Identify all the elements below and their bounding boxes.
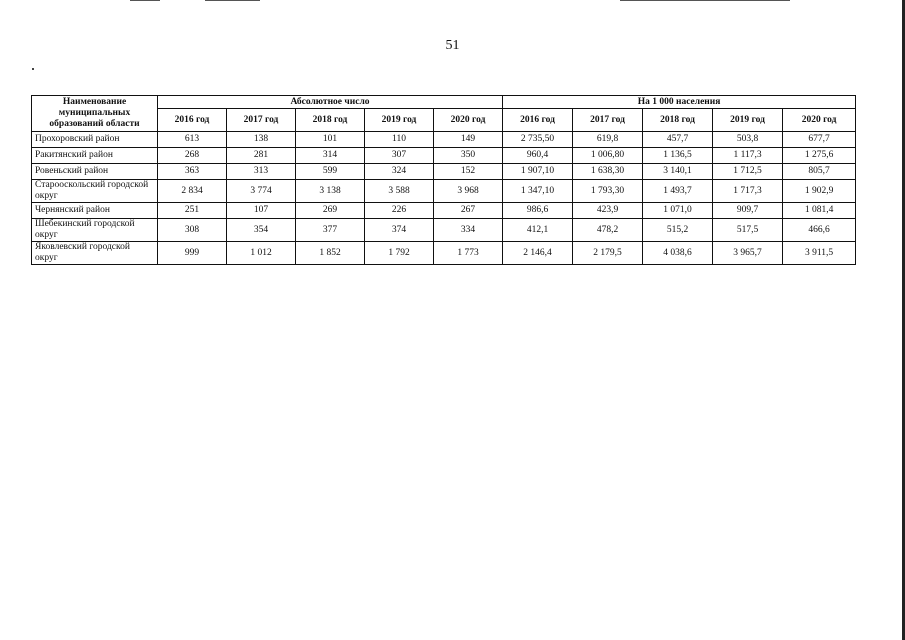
year-header-abs: 2017 год <box>227 109 296 132</box>
per-1000-value-cell: 2 179,5 <box>573 242 643 265</box>
absolute-value-cell: 324 <box>365 164 434 180</box>
per-1000-value-cell: 1 006,80 <box>573 148 643 164</box>
absolute-value-cell: 110 <box>365 132 434 148</box>
absolute-value-cell: 350 <box>434 148 503 164</box>
per-1000-value-cell: 412,1 <box>503 219 573 242</box>
page-number: 51 <box>445 38 460 53</box>
per-1000-value-cell: 1 638,30 <box>573 164 643 180</box>
absolute-value-cell: 377 <box>296 219 365 242</box>
per-1000-value-cell: 423,9 <box>573 203 643 219</box>
table-body <box>32 132 856 265</box>
per-1000-value-cell: 619,8 <box>573 132 643 148</box>
absolute-value-cell: 107 <box>227 203 296 219</box>
year-header-per: 2016 год <box>503 109 573 132</box>
absolute-value-cell: 334 <box>434 219 503 242</box>
year-header-per: 2019 год <box>713 109 783 132</box>
per-1000-value-cell: 517,5 <box>713 219 783 242</box>
absolute-value-cell: 354 <box>227 219 296 242</box>
municipality-name-cell: Ровеньский район <box>32 164 158 180</box>
header-row-groups <box>32 96 856 109</box>
municipality-name-cell: Шебекинский городской округ <box>32 219 158 242</box>
table-row <box>32 242 856 265</box>
name-column-header: Наименование муниципальных образований области <box>32 96 158 132</box>
year-header-per: 2017 год <box>573 109 643 132</box>
municipality-name-cell: Старооскольский городской округ <box>32 180 158 203</box>
per-1000-value-cell: 1 712,5 <box>713 164 783 180</box>
absolute-value-cell: 267 <box>434 203 503 219</box>
scan-speck <box>32 68 34 70</box>
absolute-value-cell: 307 <box>365 148 434 164</box>
scan-mark <box>130 0 160 1</box>
per-1000-value-cell: 4 038,6 <box>643 242 713 265</box>
per-1000-value-cell: 503,8 <box>713 132 783 148</box>
per-1000-value-cell: 515,2 <box>643 219 713 242</box>
per-1000-value-cell: 1 717,3 <box>713 180 783 203</box>
per-1000-value-cell: 1 347,10 <box>503 180 573 203</box>
absolute-value-cell: 1 792 <box>365 242 434 265</box>
per-1000-value-cell: 3 140,1 <box>643 164 713 180</box>
per-1000-value-cell: 986,6 <box>503 203 573 219</box>
absolute-value-cell: 149 <box>434 132 503 148</box>
per-1000-value-cell: 1 493,7 <box>643 180 713 203</box>
table-row <box>32 219 856 242</box>
absolute-value-cell: 281 <box>227 148 296 164</box>
absolute-value-cell: 313 <box>227 164 296 180</box>
per-1000-value-cell: 960,4 <box>503 148 573 164</box>
absolute-value-cell: 3 774 <box>227 180 296 203</box>
per-1000-value-cell: 457,7 <box>643 132 713 148</box>
absolute-value-cell: 3 588 <box>365 180 434 203</box>
year-header-per: 2018 год <box>643 109 713 132</box>
absolute-value-cell: 999 <box>158 242 227 265</box>
absolute-value-cell: 613 <box>158 132 227 148</box>
absolute-value-cell: 1 773 <box>434 242 503 265</box>
per-1000-value-cell: 466,6 <box>783 219 856 242</box>
year-header-abs: 2020 год <box>434 109 503 132</box>
absolute-value-cell: 101 <box>296 132 365 148</box>
year-header-abs: 2019 год <box>365 109 434 132</box>
year-header-abs: 2016 год <box>158 109 227 132</box>
absolute-value-cell: 314 <box>296 148 365 164</box>
per-1000-value-cell: 2 146,4 <box>503 242 573 265</box>
table-row <box>32 180 856 203</box>
scan-mark <box>620 0 790 1</box>
table-row <box>32 132 856 148</box>
per-1000-value-cell: 1 081,4 <box>783 203 856 219</box>
municipality-name-cell: Прохоровский район <box>32 132 158 148</box>
per-1000-value-cell: 1 136,5 <box>643 148 713 164</box>
per-1000-value-cell: 909,7 <box>713 203 783 219</box>
per-1000-value-cell: 478,2 <box>573 219 643 242</box>
absolute-value-cell: 138 <box>227 132 296 148</box>
absolute-value-cell: 2 834 <box>158 180 227 203</box>
absolute-value-cell: 226 <box>365 203 434 219</box>
per-1000-value-cell: 1 117,3 <box>713 148 783 164</box>
absolute-value-cell: 1 012 <box>227 242 296 265</box>
per-1000-value-cell: 3 965,7 <box>713 242 783 265</box>
absolute-value-cell: 599 <box>296 164 365 180</box>
absolute-value-cell: 3 968 <box>434 180 503 203</box>
table-row <box>32 203 856 219</box>
municipality-name-cell: Ракитянский район <box>32 148 158 164</box>
absolute-value-cell: 269 <box>296 203 365 219</box>
absolute-value-cell: 251 <box>158 203 227 219</box>
per-1000-value-cell: 677,7 <box>783 132 856 148</box>
absolute-value-cell: 308 <box>158 219 227 242</box>
absolute-value-cell: 152 <box>434 164 503 180</box>
municipality-name-cell: Чернянский район <box>32 203 158 219</box>
year-header-abs: 2018 год <box>296 109 365 132</box>
statistics-table <box>31 95 856 265</box>
absolute-value-cell: 363 <box>158 164 227 180</box>
per-1000-value-cell: 1 793,30 <box>573 180 643 203</box>
table-row <box>32 164 856 180</box>
per-1000-value-cell: 805,7 <box>783 164 856 180</box>
group-header-absolute: Абсолютное число <box>158 96 503 109</box>
per-1000-value-cell: 1 902,9 <box>783 180 856 203</box>
absolute-value-cell: 1 852 <box>296 242 365 265</box>
per-1000-value-cell: 1 071,0 <box>643 203 713 219</box>
municipality-name-cell: Яковлевский городской округ <box>32 242 158 265</box>
table-row <box>32 148 856 164</box>
absolute-value-cell: 268 <box>158 148 227 164</box>
per-1000-value-cell: 1 907,10 <box>503 164 573 180</box>
absolute-value-cell: 3 138 <box>296 180 365 203</box>
absolute-value-cell: 374 <box>365 219 434 242</box>
year-header-per: 2020 год <box>783 109 856 132</box>
per-1000-value-cell: 3 911,5 <box>783 242 856 265</box>
group-header-per-1000: На 1 000 населения <box>503 96 856 109</box>
per-1000-value-cell: 2 735,50 <box>503 132 573 148</box>
scan-mark <box>205 0 260 1</box>
per-1000-value-cell: 1 275,6 <box>783 148 856 164</box>
